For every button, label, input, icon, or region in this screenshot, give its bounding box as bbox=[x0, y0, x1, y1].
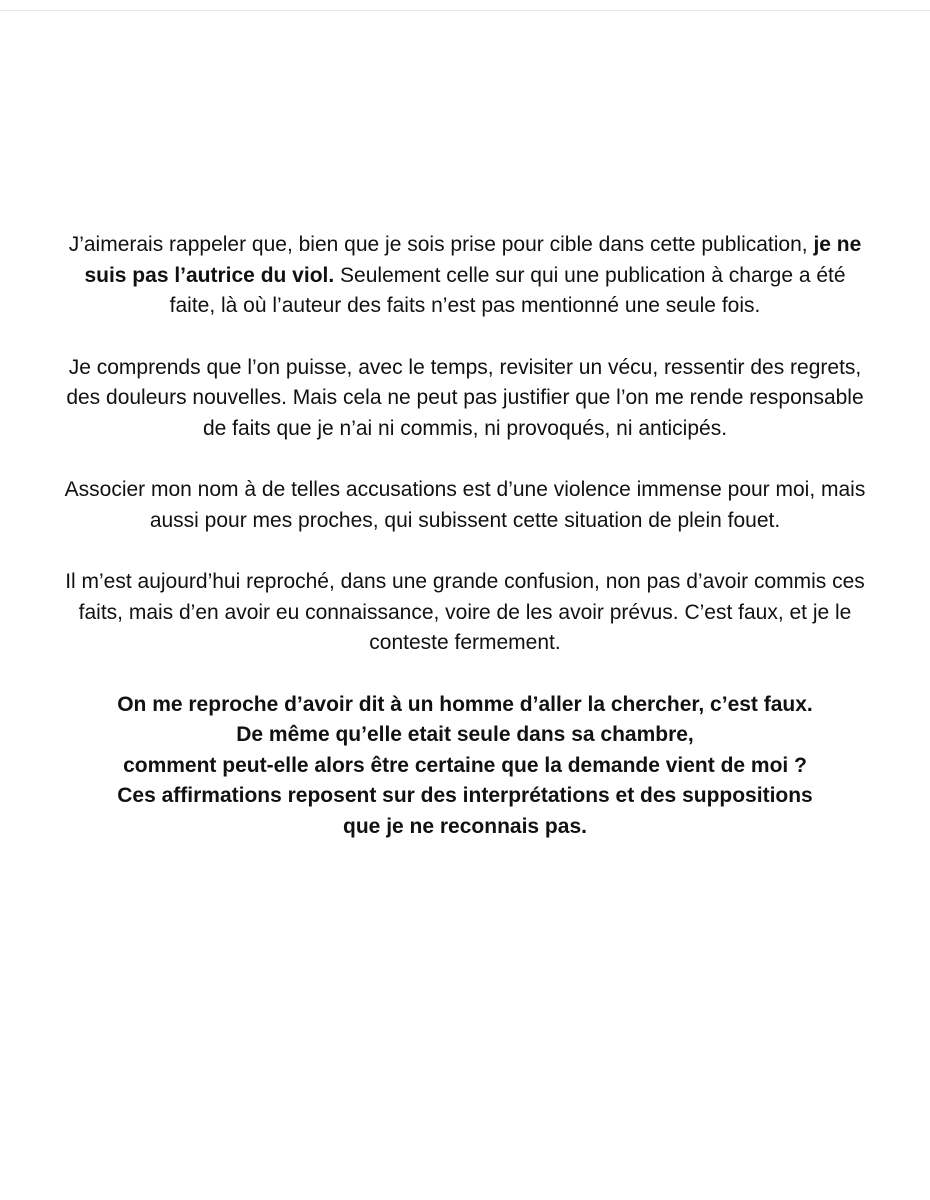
paragraph-2: Je comprends que l’on puisse, avec le temps, revisiter un vécu, ressentir des regrets, des douleurs nouvelles. Mais cela ne peut pas justifier que l’on me rende responsable de faits que je n’ai ni commis, ni provoqués, ni anticipés. bbox=[66, 355, 864, 440]
paragraph-1-intro: J’aimerais rappeler que, bien que je sois prise pour cible dans cette publication, bbox=[68, 233, 814, 256]
paragraph-4: Il m’est aujourd’hui reproché, dans une grande confusion, non pas d’avoir commis ces faits, mais d’en avoir eu connaissance, voire de les avoir prévus. C’est faux, et je le conteste fermement. bbox=[65, 570, 865, 654]
top-divider bbox=[0, 10, 930, 11]
paragraph-5-bold bbox=[60, 690, 870, 843]
paragraph-1-bold-statement: je ne suis pas l’autrice du viol. bbox=[84, 233, 862, 287]
paragraph-5-line: On me reproche d’avoir dit à un homme d’aller la chercher, c’est faux. bbox=[117, 692, 813, 716]
paragraph-1-rest: Seulement celle sur qui une publication à charge a été faite, là où l’auteur des faits n’est pas mentionné une seule fois. bbox=[169, 263, 846, 317]
paragraph-5-line: que je ne reconnais pas. bbox=[343, 814, 587, 838]
paragraph-5-line: Ces affirmations reposent sur des interprétations et des suppositions bbox=[117, 784, 813, 807]
paragraph-5-line: De même qu’elle etait seule dans sa chambre, bbox=[236, 723, 694, 746]
paragraph-3: Associer mon nom à de telles accusations est d’une violence immense pour moi, mais aussi pour mes proches, qui subissent cette situation de plein fouet. bbox=[64, 478, 866, 532]
paragraph-5-line: comment peut-elle alors être certaine que la demande vient de moi ? bbox=[123, 753, 807, 777]
paragraph-1 bbox=[60, 230, 870, 322]
statement-document bbox=[60, 230, 870, 873]
